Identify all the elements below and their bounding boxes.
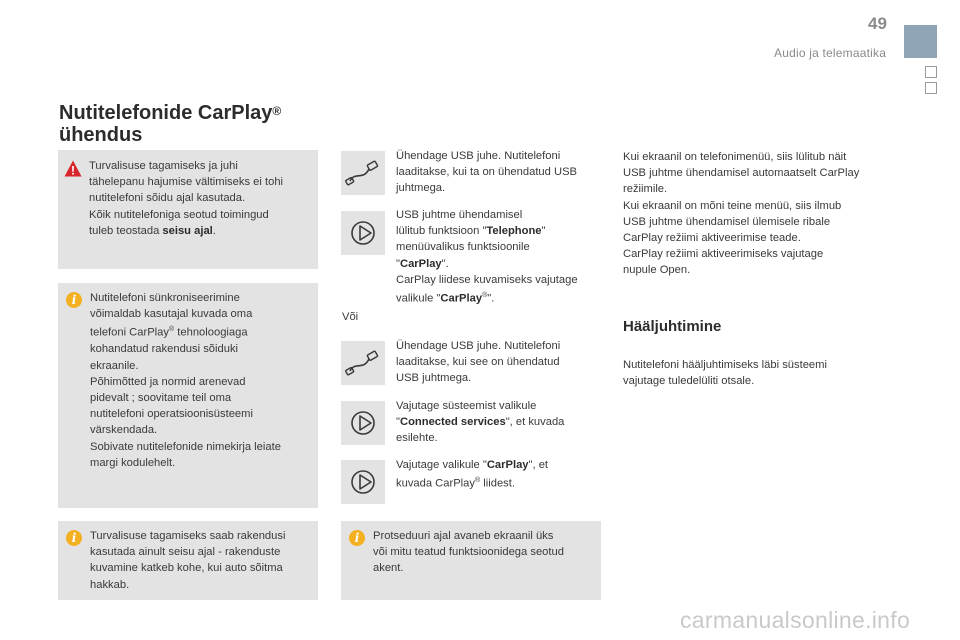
- warning-icon: [64, 160, 82, 177]
- section-name: Audio ja telemaatika: [774, 46, 887, 60]
- info-text-sync: Nutitelefoni sünkroniseerimine võimaldab kasutajal kuvada oma telefoni CarPlay® tehnoloogiaga kohandatud rakendusi sõiduki ekraanile. Põhimõtted ja normid arenevad pidevalt ; soovitame teil oma nutitelefoni operatsioonisüsteemi värskendada. Sobivate nutitelefonide nimekirja leiate margi kodulehelt.: [90, 292, 281, 469]
- or-label: Või: [342, 311, 359, 323]
- step-select-carplay: Vajutage valikule "CarPlay", et kuvada CarPlay® liidest.: [396, 459, 549, 490]
- step-connect-usb: Ühendage USB juhe. Nutitelefoni laaditakse, kui ta on ühendatud USB juhtmega.: [396, 150, 577, 195]
- watermark: carmanualsonline.info: [680, 607, 911, 633]
- page-title: Nutitelefonide CarPlay® ühendus: [59, 102, 282, 146]
- info-icon: i: [66, 530, 82, 546]
- chapter-tab: [904, 25, 937, 58]
- carplay-mode-description: Kui ekraanil on telefonimenüü, siis lülitub näit USB juhtme ühendamisel automaatselt CarPlay režiimile. Kui ekraanil on mõni teine menüü, siis ilmub USB juhtme ühendamisel ülemisele ribale CarPlay režiimi aktiveerimise teade. CarPlay režiimi aktiveerimiseks vajutage nupule Open.: [623, 151, 860, 277]
- svg-text:!: !: [71, 163, 75, 177]
- usb-cable-icon: [341, 341, 385, 385]
- voice-control-text: Nutitelefoni hääljuhtimiseks läbi süsteemi vajutage tuledelüliti otsale.: [623, 359, 827, 388]
- voice-control-heading: Hääljuhtimine: [623, 318, 722, 335]
- chapter-marker: [925, 82, 937, 94]
- touch-press-icon: [341, 401, 385, 445]
- chapter-marker: [925, 66, 937, 78]
- touch-press-icon: [341, 460, 385, 504]
- step-connected-services: Vajutage süsteemist valikule "Connected services", et kuvada esilehte.: [396, 400, 565, 445]
- info-text-procedure: Protseduuri ajal avaneb ekraanil üks või mitu teatud funktsioonidega seotud akent.: [373, 530, 564, 575]
- page-number: 49: [868, 14, 887, 33]
- step-connect-usb-2: Ühendage USB juhe. Nutitelefoni laaditakse, kui see on ühendatud USB juhtmega.: [396, 340, 561, 385]
- warning-text: Turvalisuse tagamiseks ja juhi tähelepanu hajumise vältimiseks ei tohi nutitelefoni sõidu ajal kasutada. Kõik nutitelefoniga seotud toimingud tuleb teostada seisu ajal.: [89, 160, 284, 237]
- info-icon: i: [349, 530, 365, 546]
- touch-press-icon: [341, 211, 385, 255]
- step-telephone-carplay: USB juhtme ühendamisel lülitub funktsioon "Telephone" menüüvalikus funktsioonile "CarPlay". CarPlay liidese kuvamiseks vajutage valikule "CarPlay®".: [396, 209, 578, 305]
- info-text-safety: Turvalisuse tagamiseks saab rakendusi kasutada ainult seisu ajal - rakenduste kuvamine katkeb kohe, kui auto sõitma hakkab.: [90, 530, 286, 591]
- info-icon: i: [66, 292, 82, 308]
- usb-cable-icon: [341, 151, 385, 195]
